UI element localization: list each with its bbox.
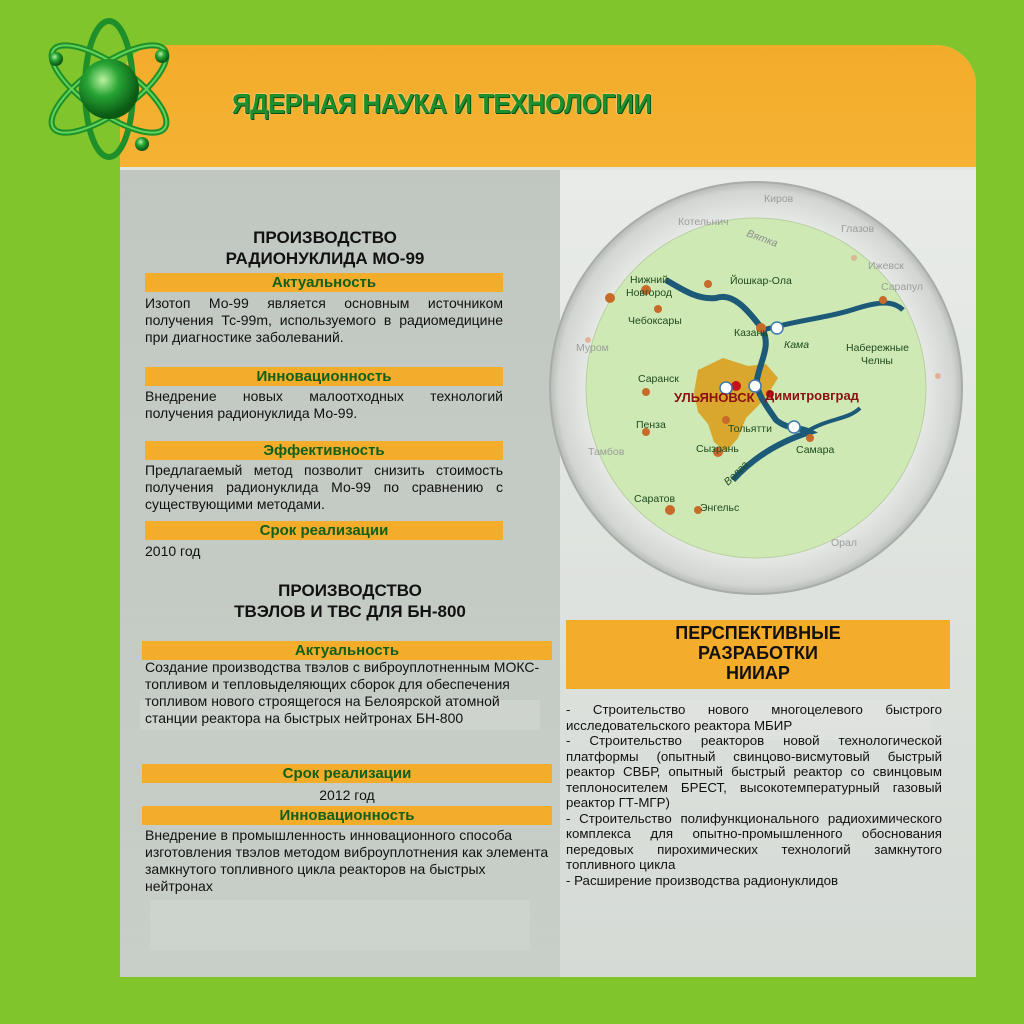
mo99-title-line1: ПРОИЗВОДСТВО: [253, 228, 397, 247]
map-label-penza: Пенза: [636, 419, 666, 431]
region-map: [548, 180, 964, 596]
list-item: - Строительство полифункционального радиохимического комплекса для опытно-промышленного обоснования передовых пирохимических технологий замкнутого топливного цикла: [566, 810, 942, 872]
mo99-innovation-label: Инновационность: [145, 367, 503, 386]
fuel-title-line1: ПРОИЗВОДСТВО: [278, 581, 422, 600]
map-label-oral: Орал: [831, 537, 857, 549]
prospects-title: [566, 620, 950, 689]
map-label-saransk: Саранск: [638, 373, 679, 385]
map-label-chelny-1: Набережные: [846, 342, 909, 354]
fuel-relevance-label: Актуальность: [142, 641, 552, 660]
fuel-title-line2: ТВЭЛОВ И ТВС ДЛЯ БН-800: [234, 602, 466, 621]
map-label-syzran: Сызрань: [696, 443, 739, 455]
fuel-term-label: Срок реализации: [142, 764, 552, 783]
atom-logo: [34, 14, 184, 164]
fuel-title: [150, 580, 550, 622]
map-label-saratov: Саратов: [634, 493, 676, 505]
mo99-title: [150, 227, 500, 269]
fuel-relevance-text: Создание производства твэлов с виброуплотненным МОКС-топливом и тепловыделяющих сборок для обеспечения топливом нового строящегося на Белоярской атомной станции реактора на быстрых нейтронах БН-800: [145, 659, 540, 726]
fuel-term-value: 2012 год: [319, 787, 375, 803]
list-item: - Строительство нового многоцелевого быстрого исследовательского реактора МБИР: [566, 702, 942, 733]
mo99-relevance-label: Актуальность: [145, 273, 503, 292]
fuel-innovation-text: Внедрение в промышленность инновационного способа изготовления твэлов методом виброуплотнения как элемента замкнутого топливного цикла реакторов на быстрых нейтронах: [145, 827, 549, 894]
mo99-title-line2: РАДИОНУКЛИДА МО-99: [225, 249, 425, 268]
map-label-ulyanovsk: УЛЬЯНОВСК: [674, 390, 755, 405]
mo99-term-value: 2010 год: [145, 543, 201, 559]
map-label-sarapul: Сарапул: [881, 281, 924, 293]
prospects-title-line1: ПЕРСПЕКТИВНЫЕ: [675, 623, 841, 643]
map-label-kirov: Киров: [764, 193, 794, 205]
map-label-dimitrovgrad: Димитровград: [765, 388, 859, 403]
list-item: - Расширение производства радионуклидов: [566, 872, 839, 888]
mo99-relevance-text: Изотоп Мо-99 является основным источником получения Тс-99m, используемого в радиомедицине при диагностике заболеваний.: [145, 295, 503, 345]
map-label-tolyatti: Тольятти: [728, 423, 772, 435]
mo99-efficiency-label: Эффективность: [145, 441, 503, 460]
map-label-engels: Энгельс: [700, 502, 740, 514]
mo99-efficiency-text: Предлагаемый метод позволит снизить стоимость получения радионуклида Мо-99 по сравнению с существующими методами.: [145, 462, 503, 512]
list-item: - Строительство реакторов новой технологической платформы (опытный свинцово-висмутовый быстрый реактор СВБР, опытный быстрый реактор со свинцовым теплоносителем БРЕСТ, высокотемпературный газовый реактор ГТ-МГР): [566, 733, 942, 810]
fuel-innovation-label: Инновационность: [142, 806, 552, 825]
map-label-glazov: Глазов: [841, 223, 875, 235]
map-label-kotelnich: Котельнич: [678, 216, 729, 228]
mo99-innovation-text: Внедрение новых малоотходных технологий получения радионуклида Мо-99.: [145, 388, 503, 421]
map-label-volga: Волга: [721, 458, 751, 489]
page-title: ЯДЕРНАЯ НАУКА И ТЕХНОЛОГИИ: [232, 88, 652, 119]
map-label-chelny-2: Челны: [861, 355, 893, 367]
map-label-kazan: Казань: [734, 327, 768, 339]
background-building: [150, 900, 530, 950]
prospects-list: [566, 702, 942, 888]
map-label-cheboksary: Чебоксары: [628, 315, 682, 327]
map-label-tambov: Тамбов: [588, 446, 625, 458]
map-label-izhevsk: Ижевск: [868, 260, 904, 272]
prospects-title-line2: РАЗРАБОТКИ: [698, 643, 818, 663]
map-label-samara: Самара: [796, 444, 835, 456]
map-label-nizhny-1: Нижний: [630, 274, 669, 286]
map-label-kama: Кама: [784, 339, 810, 351]
map-label-yoshkar-ola: Йошкар-Ола: [730, 275, 792, 287]
prospects-title-line3: НИИАР: [726, 663, 790, 683]
mo99-term-label: Срок реализации: [145, 521, 503, 540]
map-label-vyatka: Вятка: [744, 227, 780, 250]
map-label-nizhny-2: Новгород: [626, 287, 673, 299]
map-label-murom: Муром: [576, 342, 609, 354]
